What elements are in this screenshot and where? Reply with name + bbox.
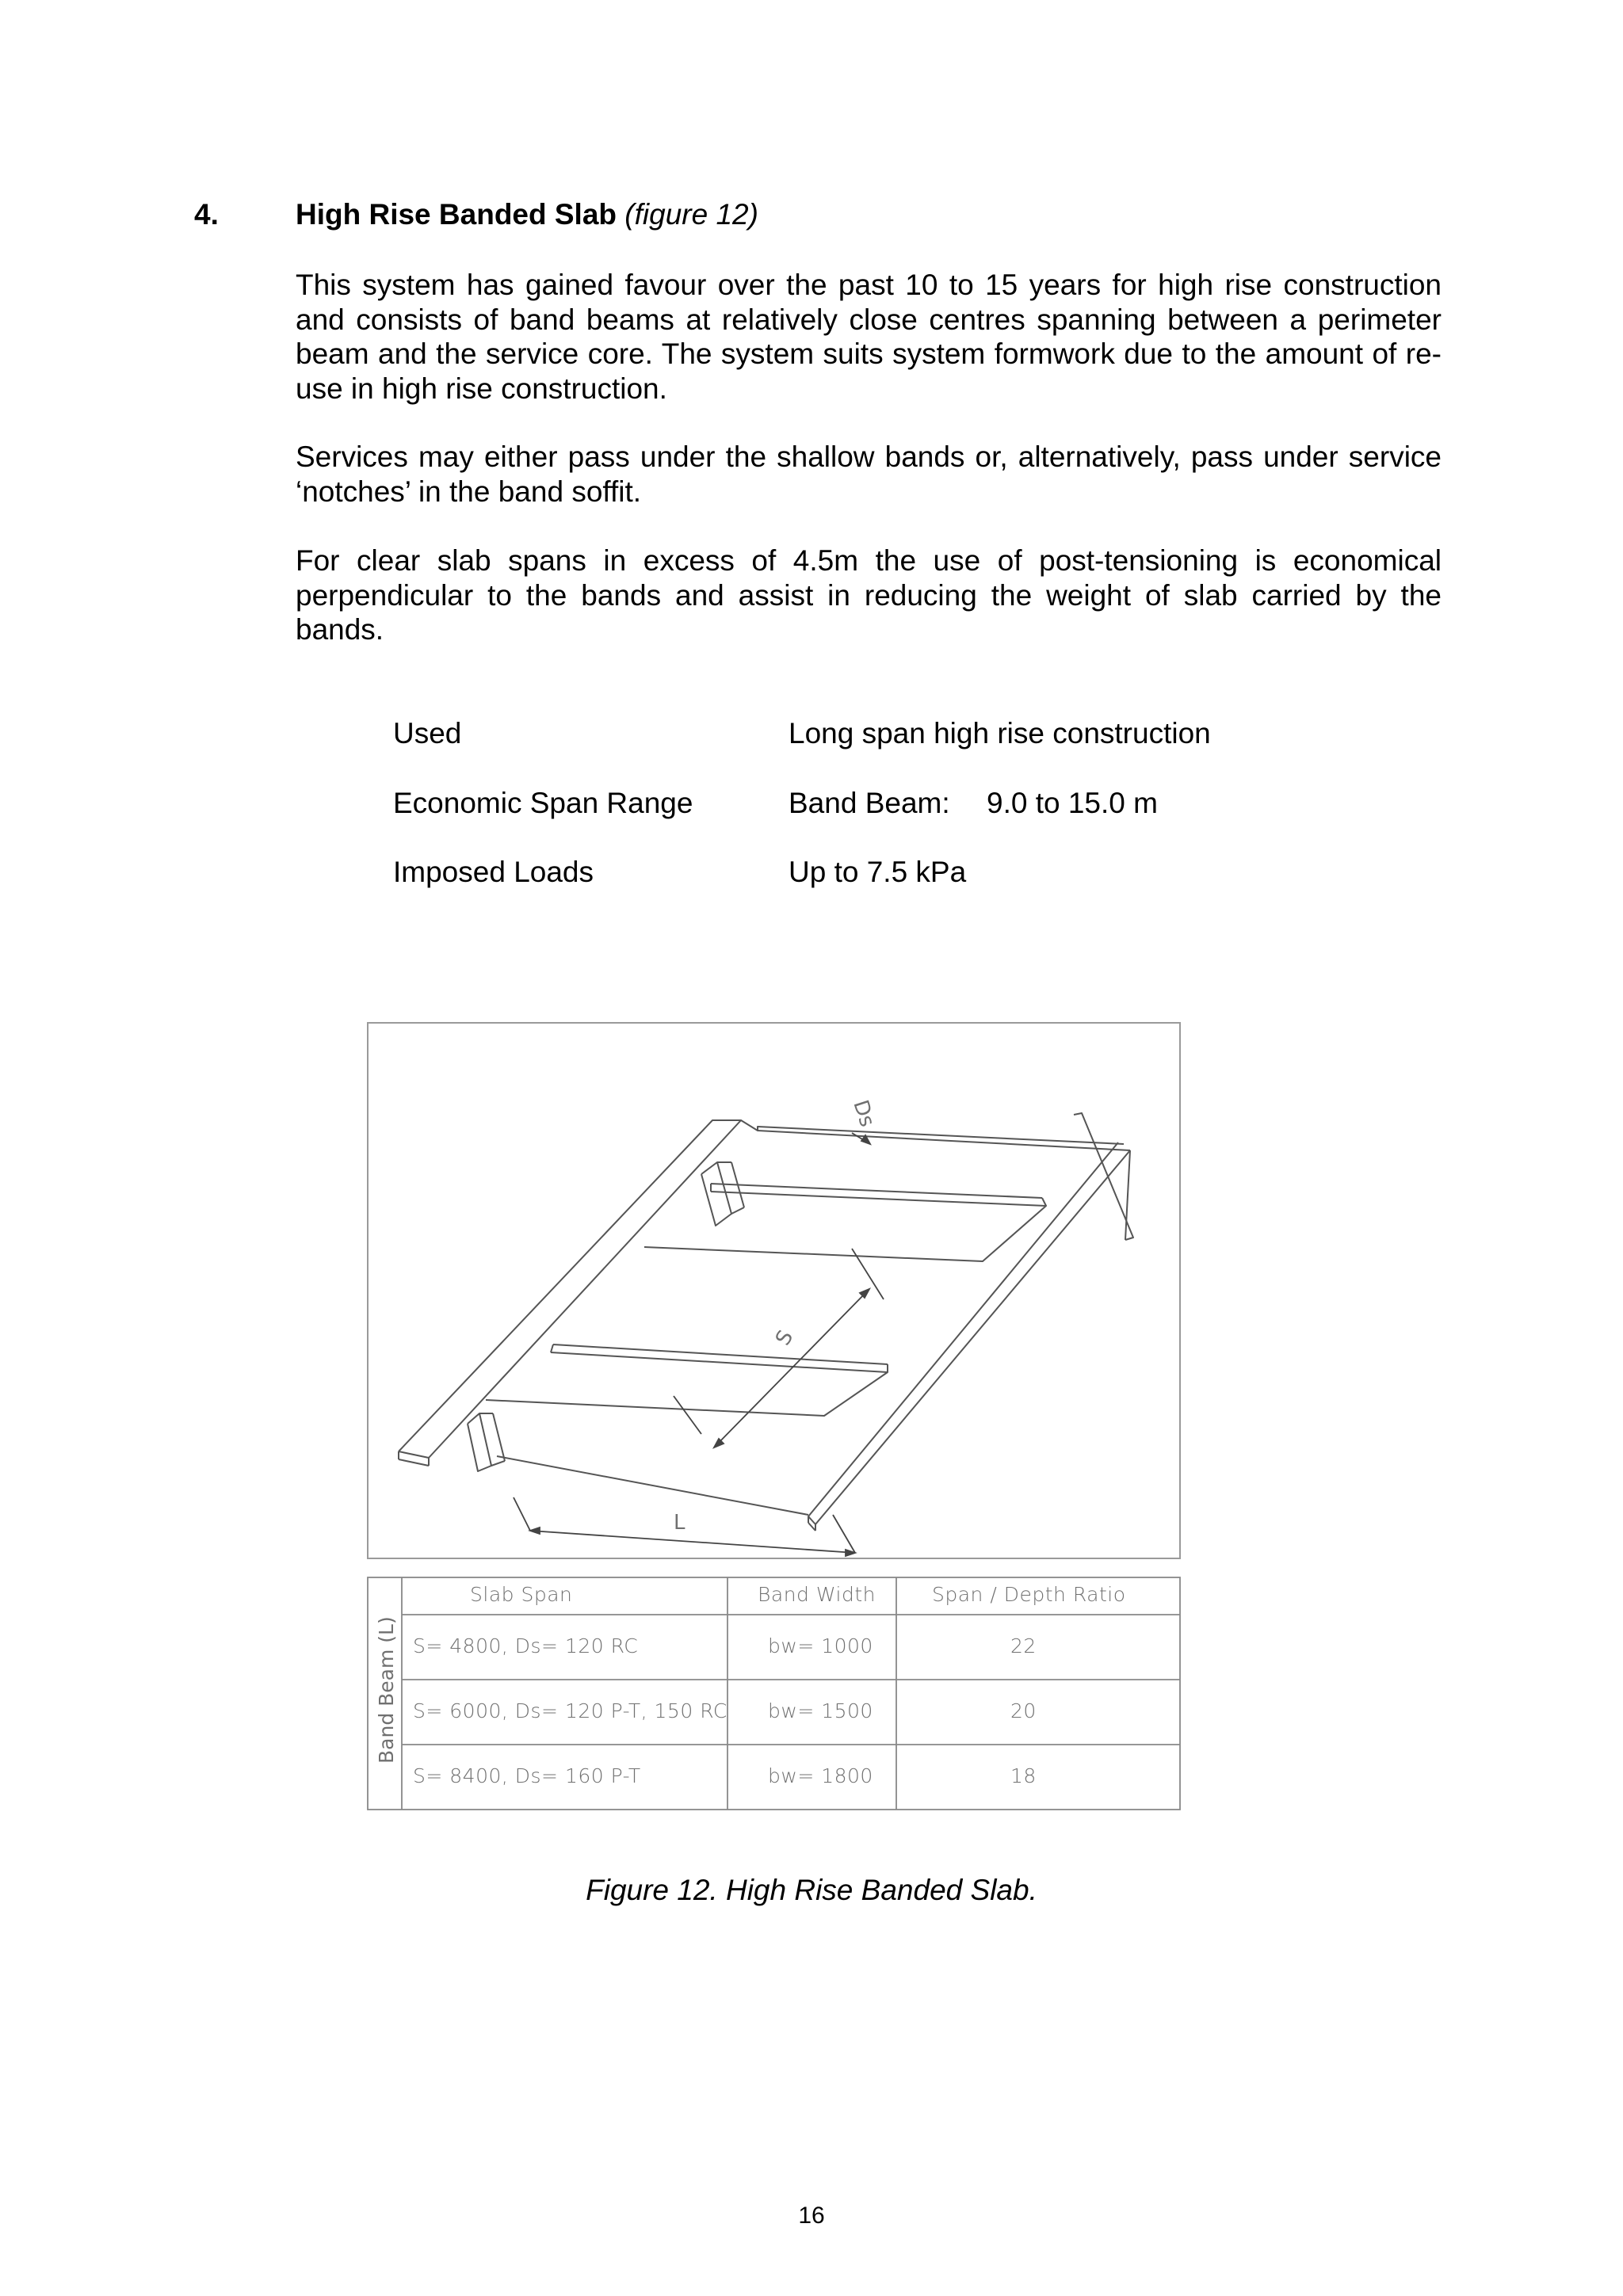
table-cell-width-1: bw= 1000 — [768, 1634, 873, 1657]
table-header-band-width: Band Width — [758, 1583, 876, 1606]
spec-loads-label: Imposed Loads — [393, 856, 594, 888]
slab-drawing-frame — [367, 1022, 1181, 1559]
spec-used-label: Used — [393, 717, 462, 749]
depth-label: Ds — [848, 1097, 880, 1131]
design-table — [367, 1577, 1181, 1810]
length-label: L — [674, 1511, 685, 1535]
section-figure-ref: (figure 12) — [624, 198, 758, 231]
table-cell-slab-2: S= 6000, Ds= 120 P-T, 150 RC — [413, 1699, 727, 1722]
row-group-label: Band Beam (L) — [375, 1616, 398, 1764]
table-cell-ratio-1: 22 — [1010, 1634, 1037, 1657]
table-cell-width-2: bw= 1500 — [768, 1699, 873, 1722]
figure-caption: Figure 12. High Rise Banded Slab. — [586, 1874, 1037, 1906]
paragraph-2: Services may either pass under the shallow bands or, alternatively, pass under service ‘notches’ in the band soffit. — [296, 441, 1442, 508]
slab-isometric-drawing — [369, 1024, 1181, 1559]
page-number: 16 — [798, 2203, 825, 2229]
table-cell-ratio-3: 18 — [1010, 1764, 1037, 1787]
section-number: 4. — [194, 198, 219, 231]
spec-span-range: 9.0 to 15.0 m — [987, 787, 1158, 819]
section-title-text: High Rise Banded Slab — [296, 198, 617, 231]
spec-span-value: Band Beam: — [789, 787, 950, 819]
paragraph-1: This system has gained favour over the past 10 to 15 years for high rise construction and consists of band beams at relatively close centres spanning between a perimeter beam and the service core. The system suits system formwork due to the amount of re-use in high rise construction. — [296, 269, 1442, 405]
table-cell-slab-3: S= 8400, Ds= 160 P-T — [413, 1764, 641, 1787]
paragraph-3: For clear slab spans in excess of 4.5m the use of post-tensioning is economical perpendicular to the bands and assist in reducing the weight of slab carried by the bands. — [296, 544, 1442, 646]
table-cell-width-3: bw= 1800 — [768, 1764, 873, 1787]
spec-span-label: Economic Span Range — [393, 787, 693, 819]
table-cell-ratio-2: 20 — [1010, 1699, 1037, 1722]
table-header-span-depth: Span / Depth Ratio — [932, 1583, 1126, 1606]
table-cell-slab-1: S= 4800, Ds= 120 RC — [413, 1634, 639, 1657]
spacing-label: S — [771, 1326, 799, 1350]
spec-loads-value: Up to 7.5 kPa — [789, 856, 967, 888]
spec-used-value: Long span high rise construction — [789, 717, 1211, 749]
table-header-slab-span: Slab Span — [470, 1583, 573, 1606]
section-title — [296, 198, 758, 231]
